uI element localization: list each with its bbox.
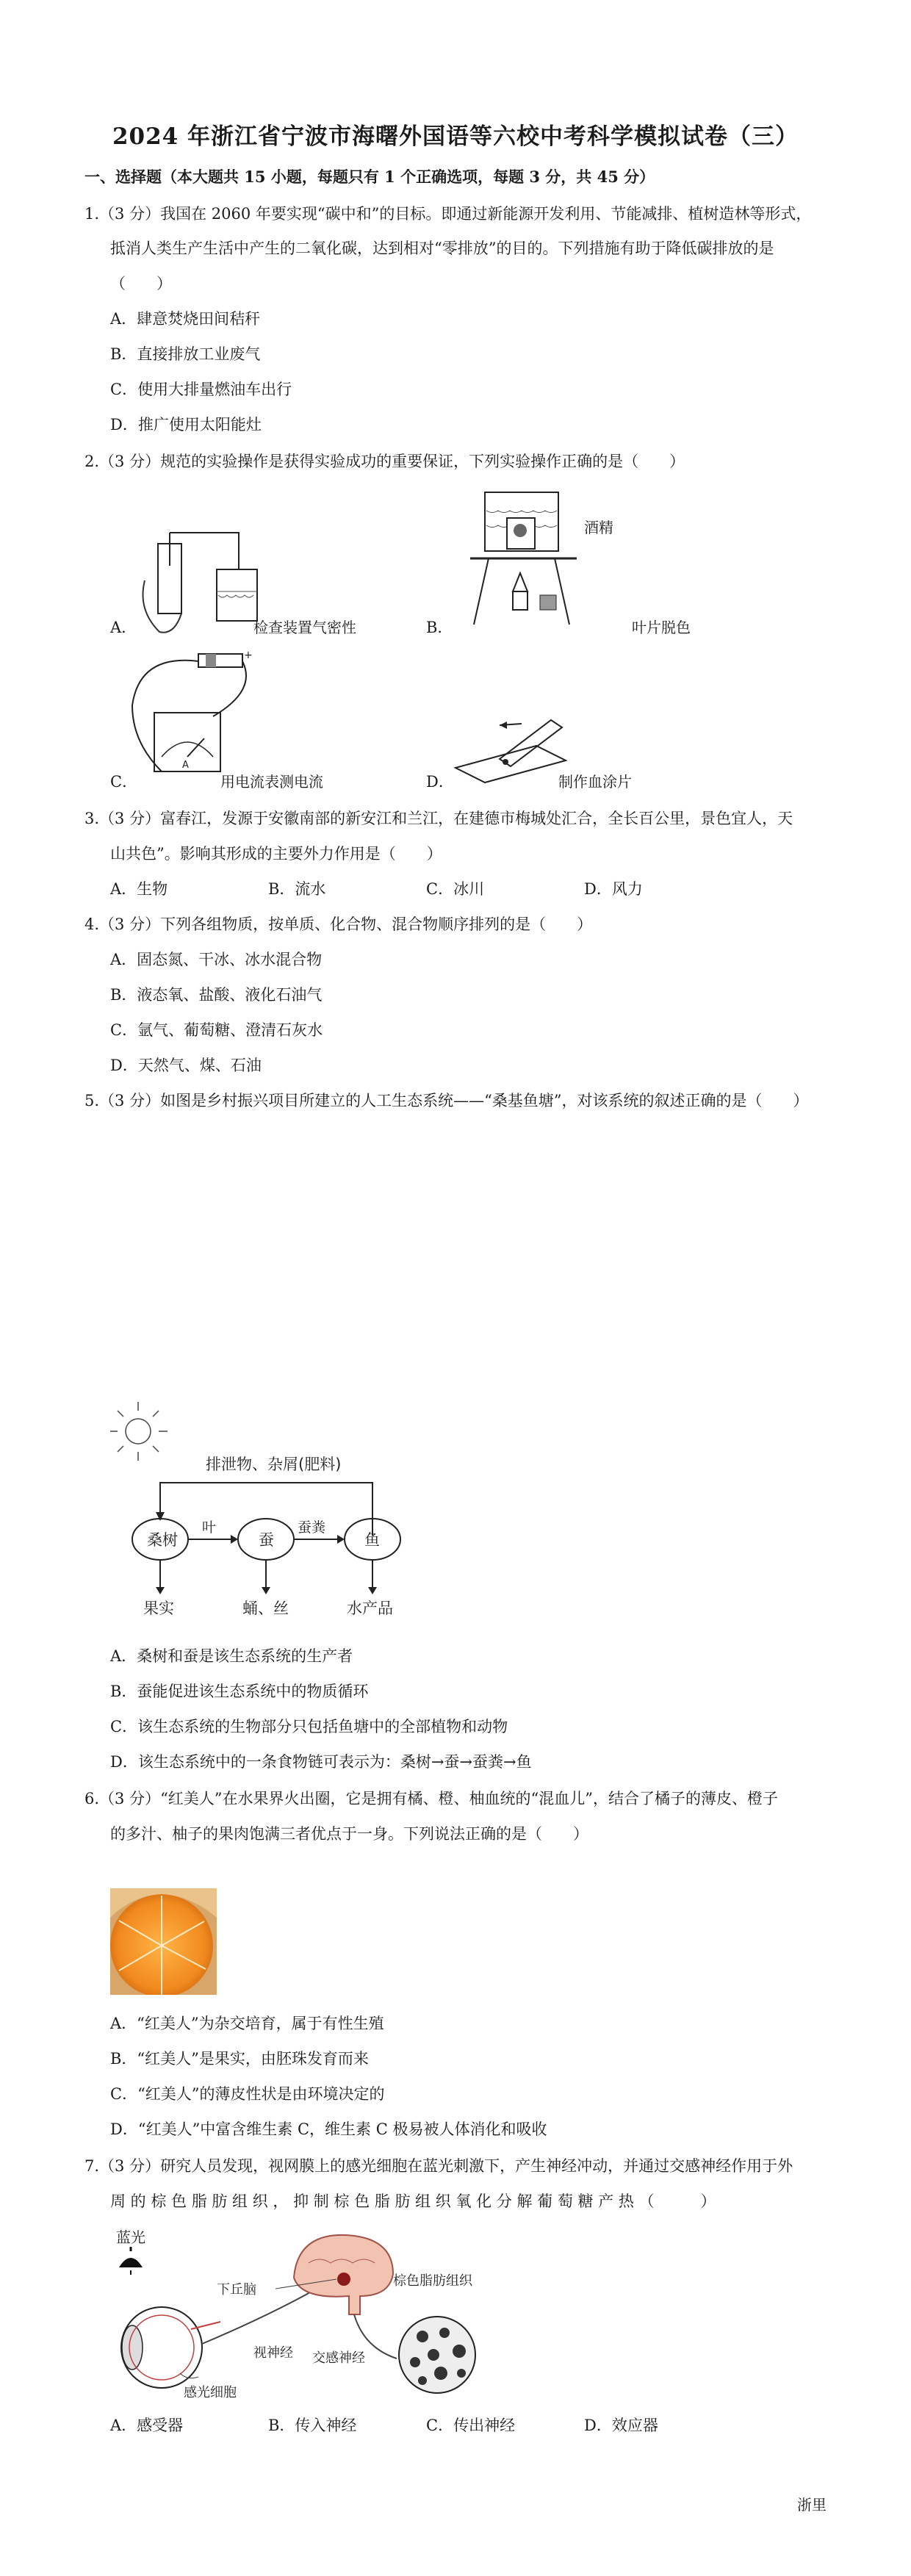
label-sympathetic-nerve: 交感神经	[312, 2350, 365, 2366]
node-fish: 鱼	[364, 1531, 380, 1549]
blue-light-pathway-diagram	[110, 2226, 566, 2403]
q2-figure-label-alcohol: 酒精	[584, 519, 613, 536]
q6-line-1: 6.（3 分）“红美人”在水果界火出圈，它是拥有橘、橙、柚血统的“混血儿”，结合了橘子的薄皮、橙子	[84, 1790, 779, 1807]
q3-line-1: 3.（3 分）富春江，发源于安徽南部的新安江和兰江，在建德市梅城处汇合，全长百公里，景色宜人，天	[84, 810, 793, 827]
q2-label-b[interactable]: B．	[426, 619, 453, 636]
exam-title: 2024 年浙江省宁波市海曙外国语等六校中考科学模拟试卷（三）	[112, 123, 799, 150]
node-silkworm: 蚕	[259, 1531, 274, 1549]
orange-photo	[110, 1888, 217, 1995]
label-blue-light: 蓝光	[116, 2228, 145, 2246]
q3-option-d[interactable]: D．风力	[584, 880, 643, 898]
label-photoreceptor: 感光细胞	[184, 2385, 237, 2400]
q4-option-a[interactable]: A．固态氮、干冰、冰水混合物	[110, 951, 323, 968]
q1-option-b[interactable]: B．直接排放工业废气	[110, 345, 261, 363]
q2-label-a[interactable]: A．	[110, 619, 137, 636]
q1-option-d[interactable]: D．推广使用太阳能灶	[110, 416, 262, 433]
q1-line-3: （ ）	[110, 275, 172, 292]
q5-option-d[interactable]: D．该生态系统中的一条食物链可表示为：桑树→蚕→蚕粪→鱼	[110, 1753, 532, 1771]
leaf-decolor-figure	[455, 485, 602, 639]
q3-option-a[interactable]: A．生物	[110, 880, 168, 898]
q4-option-b[interactable]: B．液态氧、盐酸、液化石油气	[110, 986, 323, 1004]
ammeter-circuit-figure	[118, 647, 264, 786]
label-optic-nerve: 视神经	[253, 2345, 293, 2361]
q6-option-a[interactable]: A．“红美人”为杂交培育，属于有性生殖	[110, 2015, 384, 2032]
output-pupa-silk: 蛹、丝	[242, 1600, 289, 1617]
q4-option-d[interactable]: D．天然气、煤、石油	[110, 1057, 262, 1074]
eye-icon	[121, 2307, 220, 2388]
q3-line-2: 山共色”。影响其形成的主要外力作用是（ ）	[110, 845, 442, 863]
q2-caption-d: 制作血涂片	[558, 773, 632, 791]
label-hypothalamus: 下丘脑	[217, 2282, 256, 2298]
sun-icon	[110, 1402, 168, 1461]
q7-option-c[interactable]: C．传出神经	[426, 2417, 516, 2434]
brain-icon	[294, 2235, 393, 2314]
q3-option-b[interactable]: B．流水	[268, 880, 326, 898]
q2-caption-a: 检查装置气密性	[253, 619, 356, 636]
q7-option-d[interactable]: D．效应器	[584, 2417, 658, 2434]
q5-option-b[interactable]: B．蚕能促进该生态系统中的物质循环	[110, 1683, 369, 1700]
q6-option-b[interactable]: B．“红美人”是果实，由胚珠发育而来	[110, 2050, 369, 2068]
q2-label-c[interactable]: C．	[110, 773, 138, 791]
q2-caption-c: 用电流表测电流	[220, 773, 323, 791]
brown-fat-tissue-icon	[399, 2317, 475, 2393]
q4-option-c[interactable]: C．氩气、葡萄糖、澄清石灰水	[110, 1021, 323, 1039]
q2-stem: 2.（3 分）规范的实验操作是获得实验成功的重要保证，下列实验操作正确的是（ ）	[84, 453, 685, 470]
q7-option-a[interactable]: A．感受器	[110, 2417, 184, 2434]
label-brown-fat: 棕色脂肪组织	[393, 2273, 472, 2289]
edge-leaf: 叶	[202, 1519, 217, 1536]
mulberry-fish-pond-diagram	[110, 1396, 419, 1646]
q6-line-2: 的多汁、柚子的果肉饱满三者优点于一身。下列说法正确的是（ ）	[110, 1825, 588, 1843]
edge-silkworm-feces: 蚕粪	[298, 1519, 326, 1536]
airtight-check-figure	[129, 514, 268, 639]
q3-option-c[interactable]: C．冰川	[426, 880, 485, 898]
diagram-top-label: 排泄物、杂屑(肥料)	[206, 1456, 342, 1473]
output-fruit: 果实	[143, 1600, 174, 1617]
blood-smear-figure	[448, 716, 573, 790]
q2-caption-b: 叶片脱色	[632, 619, 691, 636]
svg-text:+: +	[244, 650, 253, 661]
output-aquatic-products: 水产品	[347, 1600, 393, 1617]
q6-option-c[interactable]: C．“红美人”的薄皮性状是由环境决定的	[110, 2085, 385, 2103]
q1-option-c[interactable]: C．使用大排量燃油车出行	[110, 381, 292, 398]
q5-stem: 5.（3 分）如图是乡村振兴项目所建立的人工生态系统——“桑基鱼塘”，对该系统的叙述正确的是（ ）	[84, 1092, 809, 1109]
q1-line-1: 1.（3 分）我国在 2060 年要实现“碳中和”的目标。即通过新能源开发利用、节能减排、植树造林等形式，	[84, 205, 812, 223]
q5-option-a[interactable]: A．桑树和蚕是该生态系统的生产者	[110, 1647, 353, 1665]
node-mulberry: 桑树	[147, 1531, 178, 1549]
svg-text:A: A	[182, 760, 189, 771]
q7-line-1: 7.（3 分）研究人员发现，视网膜上的感光细胞在蓝光刺激下，产生神经冲动，并通过交感神经作用于外	[84, 2157, 793, 2175]
q7-option-b[interactable]: B．传入神经	[268, 2417, 357, 2434]
q1-line-2: 抵消人类生产生活中产生的二氧化碳，达到相对“零排放”的目的。下列措施有助于降低碳排放的是	[110, 240, 774, 257]
q4-stem: 4.（3 分）下列各组物质，按单质、化合物、混合物顺序排列的是（ ）	[84, 915, 593, 933]
lamp-icon	[119, 2247, 143, 2275]
q5-option-c[interactable]: C．该生态系统的生物部分只包括鱼塘中的全部植物和动物	[110, 1718, 508, 1735]
footer-watermark: 浙里	[797, 2496, 827, 2514]
q2-label-d[interactable]: D．	[426, 773, 454, 791]
section-heading: 一、选择题（本大题共 15 小题，每题只有 1 个正确选项，每题 3 分，共 45 分）	[84, 168, 655, 186]
q6-option-d[interactable]: D．“红美人”中富含维生素 C，维生素 C 极易被人体消化和吸收	[110, 2120, 547, 2138]
q7-line-2: 周 的 棕 色 脂 肪 组 织 ， 抑 制 棕 色 脂 肪 组 织 氧 化 分 解 葡 萄 糖 产 热 （ ）	[110, 2192, 716, 2210]
q1-option-a[interactable]: A．肆意焚烧田间秸秆	[110, 310, 261, 328]
